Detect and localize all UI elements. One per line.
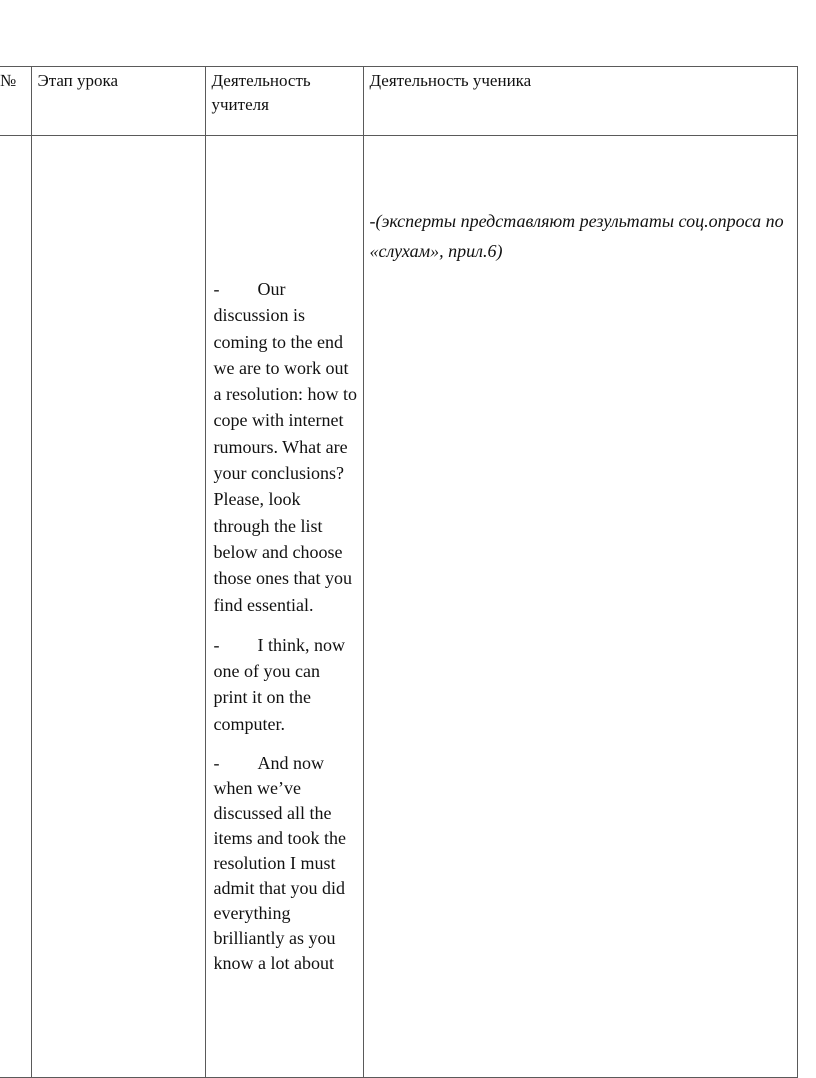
header-number: № <box>0 67 31 136</box>
list-dash: - <box>213 279 220 299</box>
cell-number <box>0 136 31 1078</box>
teacher-paragraph <box>214 632 358 737</box>
teacher-paragraph <box>214 276 358 618</box>
header-lesson-stage: Этап урока <box>31 67 205 136</box>
teacher-text: And now when we’ve discussed all the items and took the resolution I must admit that you did everything brilliantly as you know a lot about <box>213 753 346 974</box>
table-header-row <box>0 67 797 136</box>
teacher-paragraph <box>214 751 358 976</box>
cell-lesson-stage <box>31 136 205 1078</box>
header-student-activity: Деятельность ученика <box>363 67 797 136</box>
list-dash: - <box>213 753 220 774</box>
lesson-plan-table <box>0 66 798 1078</box>
cell-teacher-activity <box>205 136 363 1078</box>
student-text: -(эксперты представляют результаты соц.опроса по «слухам», прил.6) <box>369 211 784 261</box>
header-teacher-activity: Деятельность учителя <box>205 67 363 136</box>
cell-student-activity <box>363 136 797 1078</box>
table-row <box>0 136 797 1078</box>
teacher-text: I think, now one of you can print it on the computer. <box>213 634 345 734</box>
teacher-text: Our discussion is coming to the end we are to work out a resolution: how to cope with internet rumours. What are your conclusions? Please, look through the list below and choose those ones that you find essential. <box>213 279 357 615</box>
list-dash: - <box>213 634 220 655</box>
